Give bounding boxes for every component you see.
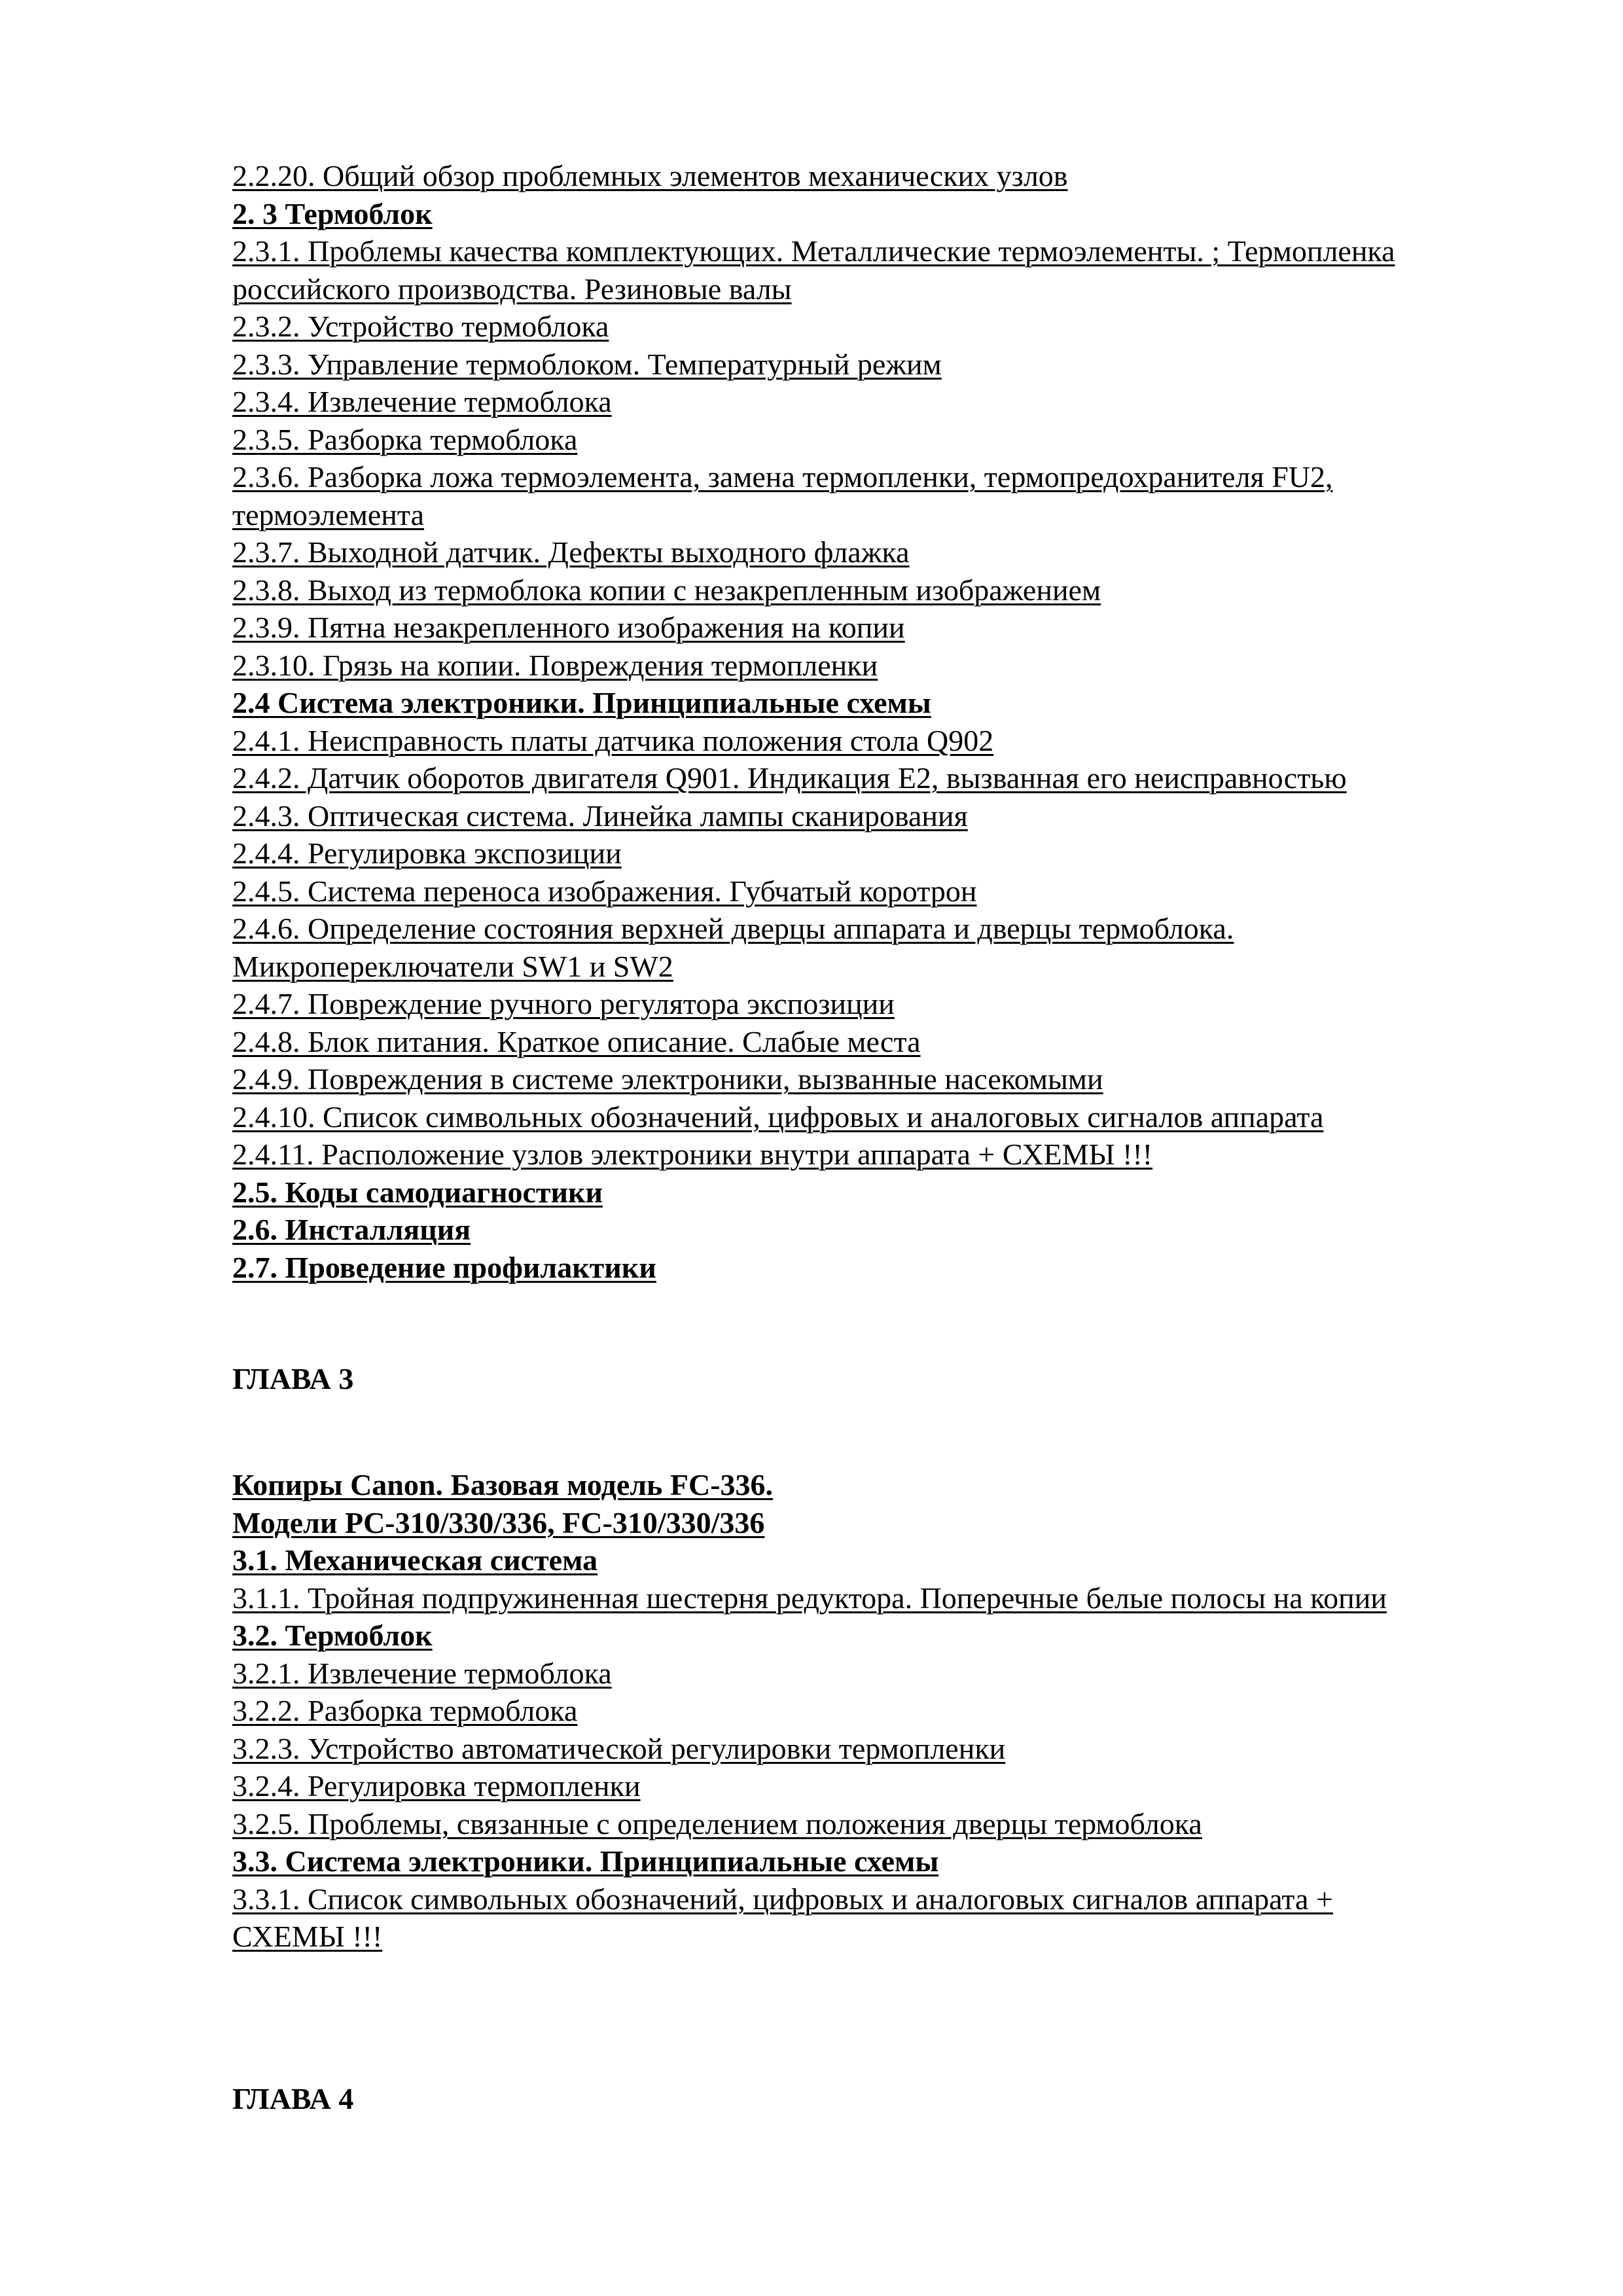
toc-link[interactable]: 2.3.1. Проблемы качества комплектующих. Металлические термоэлементы. ; Термопленка (232, 234, 1395, 268)
chapter-4-heading: ГЛАВА 4 (232, 2082, 354, 2115)
toc-link[interactable]: 2.3.4. Извлечение термоблока (232, 385, 612, 418)
toc-link[interactable]: 2.3.8. Выход из термоблока копии с незакрепленным изображением (232, 573, 1101, 607)
toc-link[interactable]: 2.4.7. Повреждение ручного регулятора экспозиции (232, 987, 895, 1020)
toc-link[interactable]: 3.1.1. Тройная подпружиненная шестерня редуктора. Поперечные белые полосы на копии (232, 1581, 1387, 1615)
toc-link[interactable]: 2.3.6. Разборка ложа термоэлемента, замена термопленки, термопредохранителя FU2, (232, 460, 1333, 493)
toc-section-heading[interactable]: 3.3. Система электроники. Принципиальные схемы (232, 1844, 939, 1878)
toc-section-heading[interactable]: 3.1. Механическая система (232, 1543, 598, 1577)
toc-link[interactable]: 2.4.9. Повреждения в системе электроники, вызванные насекомыми (232, 1062, 1103, 1096)
toc-link[interactable]: термоэлемента (232, 497, 425, 531)
toc-link[interactable]: 2.4.3. Оптическая система. Линейка лампы сканирования (232, 798, 968, 833)
toc-link[interactable]: 2.3.3. Управление термоблоком. Температурный режим (232, 347, 942, 381)
toc-section-heading[interactable]: 2. 3 Термоблок (232, 196, 433, 230)
toc-link[interactable]: 2.4.10. Список символьных обозначений, цифровых и аналоговых сигналов аппарата (232, 1100, 1324, 1134)
toc-section-heading[interactable]: Копиры Canon. Базовая модель FC-336. (232, 1468, 774, 1501)
toc-link[interactable]: 2.2.20. Общий обзор проблемных элементов механических узлов (232, 159, 1068, 192)
toc-section-chapter3 (232, 1466, 1515, 1956)
toc-link[interactable]: 2.3.2. Устройство термоблока (232, 310, 609, 343)
toc-section-chapter2 (232, 157, 1515, 1286)
toc-link[interactable]: 3.2.3. Устройство автоматической регулировки термопленки (232, 1731, 1006, 1765)
toc-link[interactable]: 2.4.6. Определение состояния верхней дверцы аппарата и дверцы термоблока. (232, 912, 1234, 945)
toc-link[interactable]: 2.4.5. Система переноса изображения. Губчатый коротрон (232, 874, 977, 908)
toc-link[interactable]: 2.4.2. Датчик оборотов двигателя Q901. Индикация E2, вызванная его неисправностью (232, 761, 1347, 795)
toc-link[interactable]: российского производства. Резиновые валы (232, 272, 792, 306)
chapter-3-heading: ГЛАВА 3 (232, 1362, 354, 1395)
toc-link[interactable]: 2.3.10. Грязь на копии. Повреждения термопленки (232, 648, 878, 682)
toc-link[interactable]: 2.4.1. Неисправность платы датчика положения стола Q902 (232, 723, 994, 757)
toc-section-heading[interactable]: Модели PC-310/330/336, FC-310/330/336 (232, 1505, 765, 1539)
toc-link[interactable]: 3.2.5. Проблемы, связанные с определением положения дверцы термоблока (232, 1806, 1202, 1840)
toc-section-heading[interactable]: 2.7. Проведение профилактики (232, 1250, 656, 1284)
toc-link[interactable]: 2.3.9. Пятна незакрепленного изображения на копии (232, 611, 905, 644)
toc-link[interactable]: СХЕМЫ !!! (232, 1920, 383, 1953)
toc-link[interactable]: 2.4.4. Регулировка экспозиции (232, 836, 622, 870)
toc-link[interactable]: 2.4.8. Блок питания. Краткое описание. Слабые места (232, 1024, 921, 1058)
toc-section-heading[interactable]: 2.4 Система электроники. Принципиальные схемы (232, 686, 931, 719)
toc-section-heading[interactable]: 3.2. Термоблок (232, 1619, 433, 1652)
toc-link[interactable]: 2.4.11. Расположение узлов электроники внутри аппарата + СХЕМЫ !!! (232, 1138, 1153, 1171)
toc-link[interactable]: Микропереключатели SW1 и SW2 (232, 949, 673, 983)
toc-link[interactable]: 3.2.4. Регулировка термопленки (232, 1769, 641, 1803)
toc-section-heading[interactable]: 2.6. Инсталляция (232, 1213, 471, 1246)
toc-section-heading[interactable]: 2.5. Коды самодиагностики (232, 1175, 603, 1209)
toc-link[interactable]: 3.2.1. Извлечение термоблока (232, 1656, 612, 1690)
toc-link[interactable]: 2.3.5. Разборка термоблока (232, 422, 578, 456)
toc-link[interactable]: 3.3.1. Список символьных обозначений, цифровых и аналоговых сигналов аппарата + (232, 1882, 1333, 1916)
toc-link[interactable]: 3.2.2. Разборка термоблока (232, 1694, 578, 1727)
toc-link[interactable]: 2.3.7. Выходной датчик. Дефекты выходного флажка (232, 535, 910, 569)
